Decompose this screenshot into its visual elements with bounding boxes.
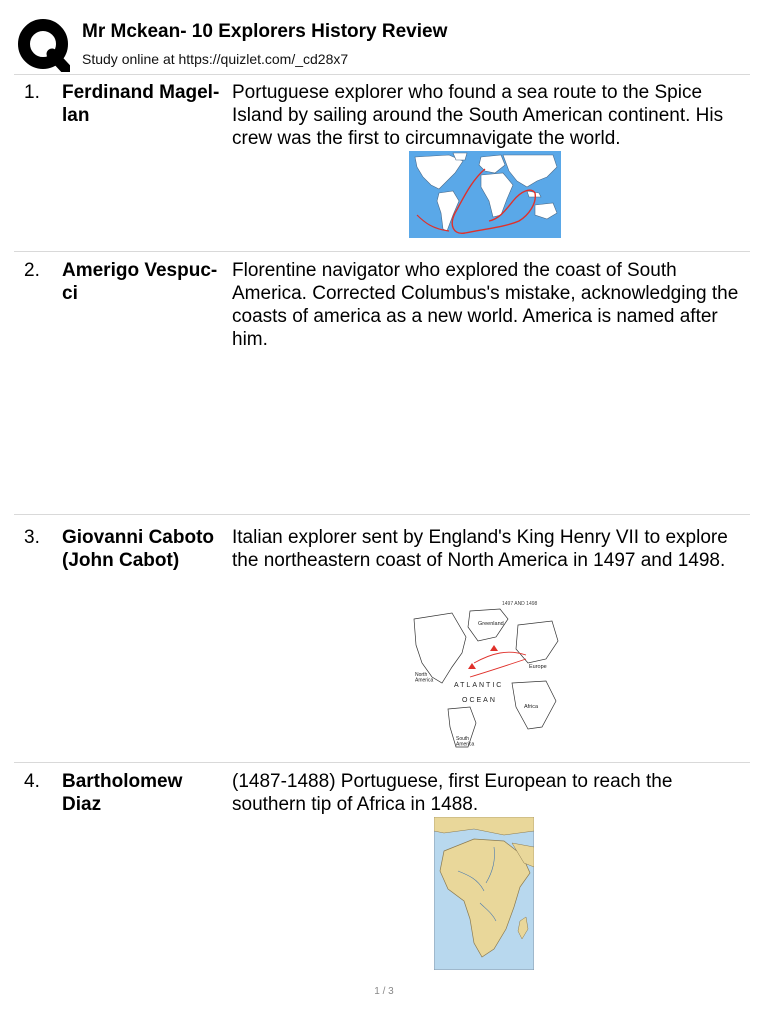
map-label-years: 1497 AND 1498 [502, 601, 538, 607]
card-term: Amerigo Vespuc- ci [62, 260, 218, 304]
card-number: 1. [24, 82, 40, 103]
card-number: 4. [24, 771, 40, 792]
map-label-ocean: OCEAN [462, 697, 497, 704]
card-divider [14, 514, 750, 515]
document-subtitle: Study online at https://quizlet.com/_cd28x7 [82, 51, 349, 67]
quizlet-logo-icon [18, 18, 70, 72]
card-definition: Florentine navigator who explored the coast of South America. Corrected Columbus's mistake, acknowledging the coasts of america as a new world. America is named after him. [232, 260, 739, 350]
map-label-africa: Africa [524, 704, 539, 710]
map-label-south-america: South America [456, 736, 475, 748]
card-definition: Portuguese explorer who found a sea route to the Spice Island by sailing around the South American continent. His crew was the first to circumnavigate the world. [232, 82, 724, 149]
page-number: 1 / 3 [374, 986, 394, 997]
atlantic-map-image [412, 597, 559, 750]
africa-map-image [434, 817, 534, 970]
card-definition: (1487-1488) Portuguese, first European to reach the southern tip of Africa in 1488. [232, 771, 673, 815]
header-divider [14, 74, 750, 75]
map-label-greenland: Greenland [478, 621, 504, 627]
card-term: Giovanni Caboto (John Cabot) [62, 527, 214, 571]
card-divider [14, 251, 750, 252]
card-divider [14, 762, 750, 763]
document-title: Mr Mckean- 10 Explorers History Review [82, 21, 448, 42]
map-label-north-america: North America [415, 672, 434, 684]
card-term: Bartholomew Diaz [62, 771, 183, 815]
card-number: 2. [24, 260, 40, 281]
card-definition: Italian explorer sent by England's King Henry VII to explore the northeastern coast of North America in 1497 and 1498. [232, 527, 728, 571]
map-label-europe: Europe [529, 664, 547, 670]
map-label-atlantic: ATLANTIC [454, 682, 504, 689]
card-number: 3. [24, 527, 40, 548]
card-term: Ferdinand Magel- lan [62, 82, 220, 126]
world-map-image [409, 151, 561, 238]
